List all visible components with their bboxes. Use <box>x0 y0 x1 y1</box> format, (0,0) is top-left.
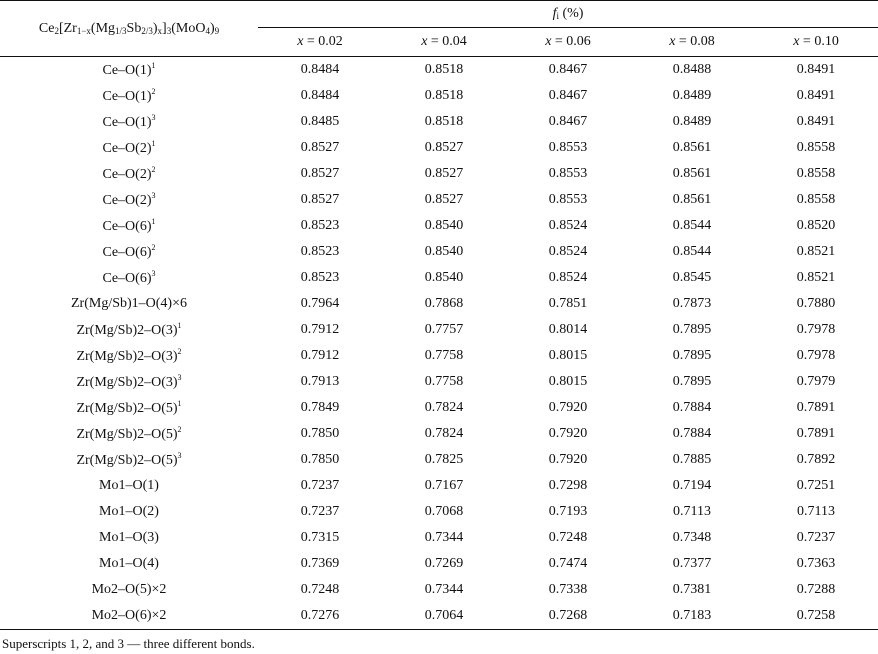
ionicity-value: 0.8467 <box>548 88 588 103</box>
ionicity-value: 0.7912 <box>300 322 340 337</box>
ionicity-value: 0.7851 <box>548 296 588 311</box>
ionicity-value: 0.7873 <box>672 296 712 311</box>
ionicity-value: 0.8558 <box>796 192 836 207</box>
bond-label: Mo2–O(5)×2 <box>91 582 167 597</box>
ionicity-value: 0.7183 <box>630 603 754 630</box>
bond-label: $Zr(Mg/Sb)2-O(3)^1$ <box>76 321 182 338</box>
ionicity-value: 0.8518 <box>424 114 464 129</box>
ionicity-value: 0.8527 <box>424 140 464 155</box>
ionicity-value: 0.8561 <box>672 166 712 181</box>
bond-label: Mo2–O(6)×2 <box>0 603 258 630</box>
bond-label: $Ce-O(2)^2$ <box>102 165 156 182</box>
ionicity-value: 0.7113 <box>797 504 836 519</box>
ionicity-value: 0.8467 <box>548 62 588 77</box>
ionicity-value: 0.7248 <box>300 582 340 597</box>
ionicity-value: 0.8527 <box>424 166 464 181</box>
ionicity-value: 0.7758 <box>424 348 464 363</box>
ionicity-value: 0.7064 <box>382 603 506 630</box>
ionicity-value: 0.7920 <box>548 400 588 415</box>
header-formula: $Ce_2[Zr_{1-x}(Mg_{1/3}Sb_{2/3})_x]_3(MoO_4)_9$ <box>0 1 258 57</box>
table-row <box>0 473 878 499</box>
bond-label: $Ce-O(1)^1$ <box>102 61 156 78</box>
ionicity-value: 0.8467 <box>548 114 588 129</box>
bond-label: $Zr(Mg/Sb)2-O(5)^1$ <box>76 399 182 416</box>
ionicity-value: 0.8491 <box>796 62 836 77</box>
ionicity-value: 0.8558 <box>796 166 836 181</box>
ionicity-value: 0.7892 <box>796 452 836 467</box>
ionicity-value: 0.8553 <box>548 140 588 155</box>
ionicity-value: 0.7344 <box>424 582 464 597</box>
table-row <box>0 135 878 161</box>
ionicity-value: 0.7895 <box>672 348 712 363</box>
table-row <box>0 57 878 84</box>
bond-label: $Ce-O(2)^3$ <box>102 191 156 208</box>
column-header: x = 0.08 <box>630 28 754 57</box>
header-fi-group: $f_i$ (%) <box>258 1 878 28</box>
bond-label: $Ce-O(2)^1$ <box>102 139 156 156</box>
bond-label: $Ce-O(6)^1$ <box>102 217 156 234</box>
ionicity-value: 0.7474 <box>548 556 588 571</box>
ionicity-value: 0.7348 <box>672 530 712 545</box>
ionicity-value: 0.8484 <box>300 62 340 77</box>
table-row <box>0 213 878 239</box>
ionicity-value: 0.7891 <box>796 400 836 415</box>
ionicity-value: 0.7068 <box>424 504 464 519</box>
ionicity-value: 0.7344 <box>424 530 464 545</box>
table-row <box>0 603 878 630</box>
ionicity-value: 0.7891 <box>796 426 836 441</box>
ionicity-value: 0.7288 <box>796 582 836 597</box>
ionicity-value: 0.7193 <box>548 504 588 519</box>
table-row <box>0 187 878 213</box>
column-header: x = 0.04 <box>382 28 506 57</box>
bond-label: Mo1–O(3) <box>99 530 159 545</box>
ionicity-value: 0.7251 <box>796 478 836 493</box>
ionicity-value: 0.7269 <box>424 556 464 571</box>
ionicity-value: 0.7979 <box>796 374 836 389</box>
ionicity-value: 0.7825 <box>424 452 464 467</box>
ionicity-value: 0.8015 <box>548 348 588 363</box>
ionicity-value: 0.8558 <box>796 140 836 155</box>
ionicity-value: 0.8520 <box>796 218 836 233</box>
column-header: x = 0.10 <box>754 28 878 57</box>
ionicity-value: 0.7369 <box>300 556 340 571</box>
ionicity-value: 0.7850 <box>300 452 340 467</box>
ionicity-value: 0.7237 <box>300 478 340 493</box>
ionicity-value: 0.8540 <box>424 244 464 259</box>
ionicity-value: 0.7964 <box>300 296 340 311</box>
bond-label: Mo1–O(2) <box>99 504 159 519</box>
ionicity-value: 0.7298 <box>548 478 588 493</box>
bond-label: $Ce-O(6)^2$ <box>102 243 156 260</box>
ionicity-value: 0.7338 <box>548 582 588 597</box>
ionicity-value: 0.8553 <box>548 166 588 181</box>
ionicity-value: 0.7885 <box>672 452 712 467</box>
ionicity-value: 0.8488 <box>672 62 712 77</box>
ionicity-value: 0.7268 <box>506 603 630 630</box>
ionicity-value: 0.7258 <box>754 603 878 630</box>
ionicity-value: 0.7978 <box>796 348 836 363</box>
table-row <box>0 343 878 369</box>
table-body <box>0 57 878 630</box>
ionicity-value: 0.8518 <box>424 88 464 103</box>
table-row <box>0 525 878 551</box>
bond-label: Mo1–O(1) <box>99 478 159 493</box>
ionicity-value: 0.8540 <box>424 218 464 233</box>
ionicity-value: 0.7237 <box>300 504 340 519</box>
ionicity-value: 0.7824 <box>424 426 464 441</box>
ionicity-value: 0.8524 <box>548 270 588 285</box>
ionicity-value: 0.8484 <box>300 88 340 103</box>
ionicity-value: 0.7884 <box>672 426 712 441</box>
bond-label: $Ce-O(1)^2$ <box>102 87 156 104</box>
ionicity-value: 0.7248 <box>548 530 588 545</box>
bond-label: $Ce-O(1)^3$ <box>102 113 156 130</box>
ionicity-value: 0.7276 <box>258 603 382 630</box>
column-header: x = 0.02 <box>258 28 382 57</box>
column-header: x = 0.06 <box>506 28 630 57</box>
table-row <box>0 265 878 291</box>
ionicity-value: 0.8561 <box>672 192 712 207</box>
ionicity-value: 0.7824 <box>424 400 464 415</box>
table-row <box>0 499 878 525</box>
ionicity-value: 0.8489 <box>672 114 712 129</box>
ionicity-value: 0.7912 <box>300 348 340 363</box>
ionicity-value: 0.8524 <box>548 218 588 233</box>
ionicity-value: 0.8518 <box>424 62 464 77</box>
table-row <box>0 291 878 317</box>
bond-label: $Zr(Mg/Sb)2-O(5)^3$ <box>76 451 182 468</box>
ionicity-value: 0.7757 <box>424 322 464 337</box>
ionicity-value: 0.7880 <box>796 296 836 311</box>
ionicity-value: 0.8015 <box>548 374 588 389</box>
table-row <box>0 577 878 603</box>
ionicity-value: 0.8524 <box>548 244 588 259</box>
ionicity-value: 0.7920 <box>548 452 588 467</box>
ionicity-value: 0.8521 <box>796 244 836 259</box>
ionicity-value: 0.8561 <box>672 140 712 155</box>
table-row <box>0 161 878 187</box>
table-row <box>0 421 878 447</box>
table-row <box>0 317 878 343</box>
ionicity-value: 0.7849 <box>300 400 340 415</box>
ionicity-value: 0.8540 <box>424 270 464 285</box>
bond-label: $Ce-O(6)^3$ <box>102 269 156 286</box>
table-row <box>0 83 878 109</box>
ionicity-value: 0.7363 <box>796 556 836 571</box>
ionicity-value: 0.8527 <box>424 192 464 207</box>
ionicity-value: 0.8523 <box>300 244 340 259</box>
ionicity-value: 0.8527 <box>300 166 340 181</box>
ionicity-value: 0.7895 <box>672 322 712 337</box>
ionicity-value: 0.7895 <box>672 374 712 389</box>
ionicity-value: 0.7237 <box>796 530 836 545</box>
ionicity-value: 0.7315 <box>300 530 340 545</box>
ionicity-value: 0.7113 <box>673 504 711 519</box>
ionicity-value: 0.7920 <box>548 426 588 441</box>
ionicity-value: 0.7850 <box>300 426 340 441</box>
ionicity-value: 0.8553 <box>548 192 588 207</box>
bond-label: $Zr(Mg/Sb)2-O(5)^2$ <box>76 425 182 442</box>
table-row <box>0 369 878 395</box>
table-row <box>0 395 878 421</box>
ionicity-value: 0.8491 <box>796 114 836 129</box>
table-row <box>0 447 878 473</box>
ionicity-value: 0.8527 <box>300 140 340 155</box>
bond-label: Zr(Mg/Sb)1–O(4)×6 <box>71 296 187 311</box>
table-row <box>0 239 878 265</box>
ionicity-value: 0.8489 <box>672 88 712 103</box>
ionicity-value: 0.7381 <box>672 582 712 597</box>
ionicity-value: 0.7758 <box>424 374 464 389</box>
ionicity-value: 0.8523 <box>300 218 340 233</box>
ionicity-value: 0.8545 <box>672 270 712 285</box>
ionicity-value: 0.7884 <box>672 400 712 415</box>
ionicity-value: 0.7913 <box>300 374 340 389</box>
ionicity-value: 0.8491 <box>796 88 836 103</box>
bond-label: Mo1–O(4) <box>99 556 159 571</box>
ionicity-value: 0.8544 <box>672 244 712 259</box>
ionicity-value: 0.7868 <box>424 296 464 311</box>
ionicity-value: 0.7167 <box>424 478 464 493</box>
ionicity-value: 0.7978 <box>796 322 836 337</box>
table-row <box>0 551 878 577</box>
footnote: Superscripts 1, 2, and 3 — three different bonds. <box>2 636 255 651</box>
ionicity-value: 0.7194 <box>672 478 712 493</box>
ionicity-value: 0.8544 <box>672 218 712 233</box>
ionicity-value: 0.7377 <box>672 556 712 571</box>
bond-label: $Zr(Mg/Sb)2-O(3)^3$ <box>76 373 182 390</box>
ionicity-value: 0.8527 <box>300 192 340 207</box>
ionicity-value: 0.8485 <box>300 114 340 129</box>
ionicity-value: 0.8523 <box>300 270 340 285</box>
table-header <box>0 1 878 57</box>
table-row <box>0 109 878 135</box>
ionicity-value: 0.8521 <box>796 270 836 285</box>
bond-label: $Zr(Mg/Sb)2-O(3)^2$ <box>76 347 182 364</box>
ionicity-value: 0.8014 <box>548 322 588 337</box>
